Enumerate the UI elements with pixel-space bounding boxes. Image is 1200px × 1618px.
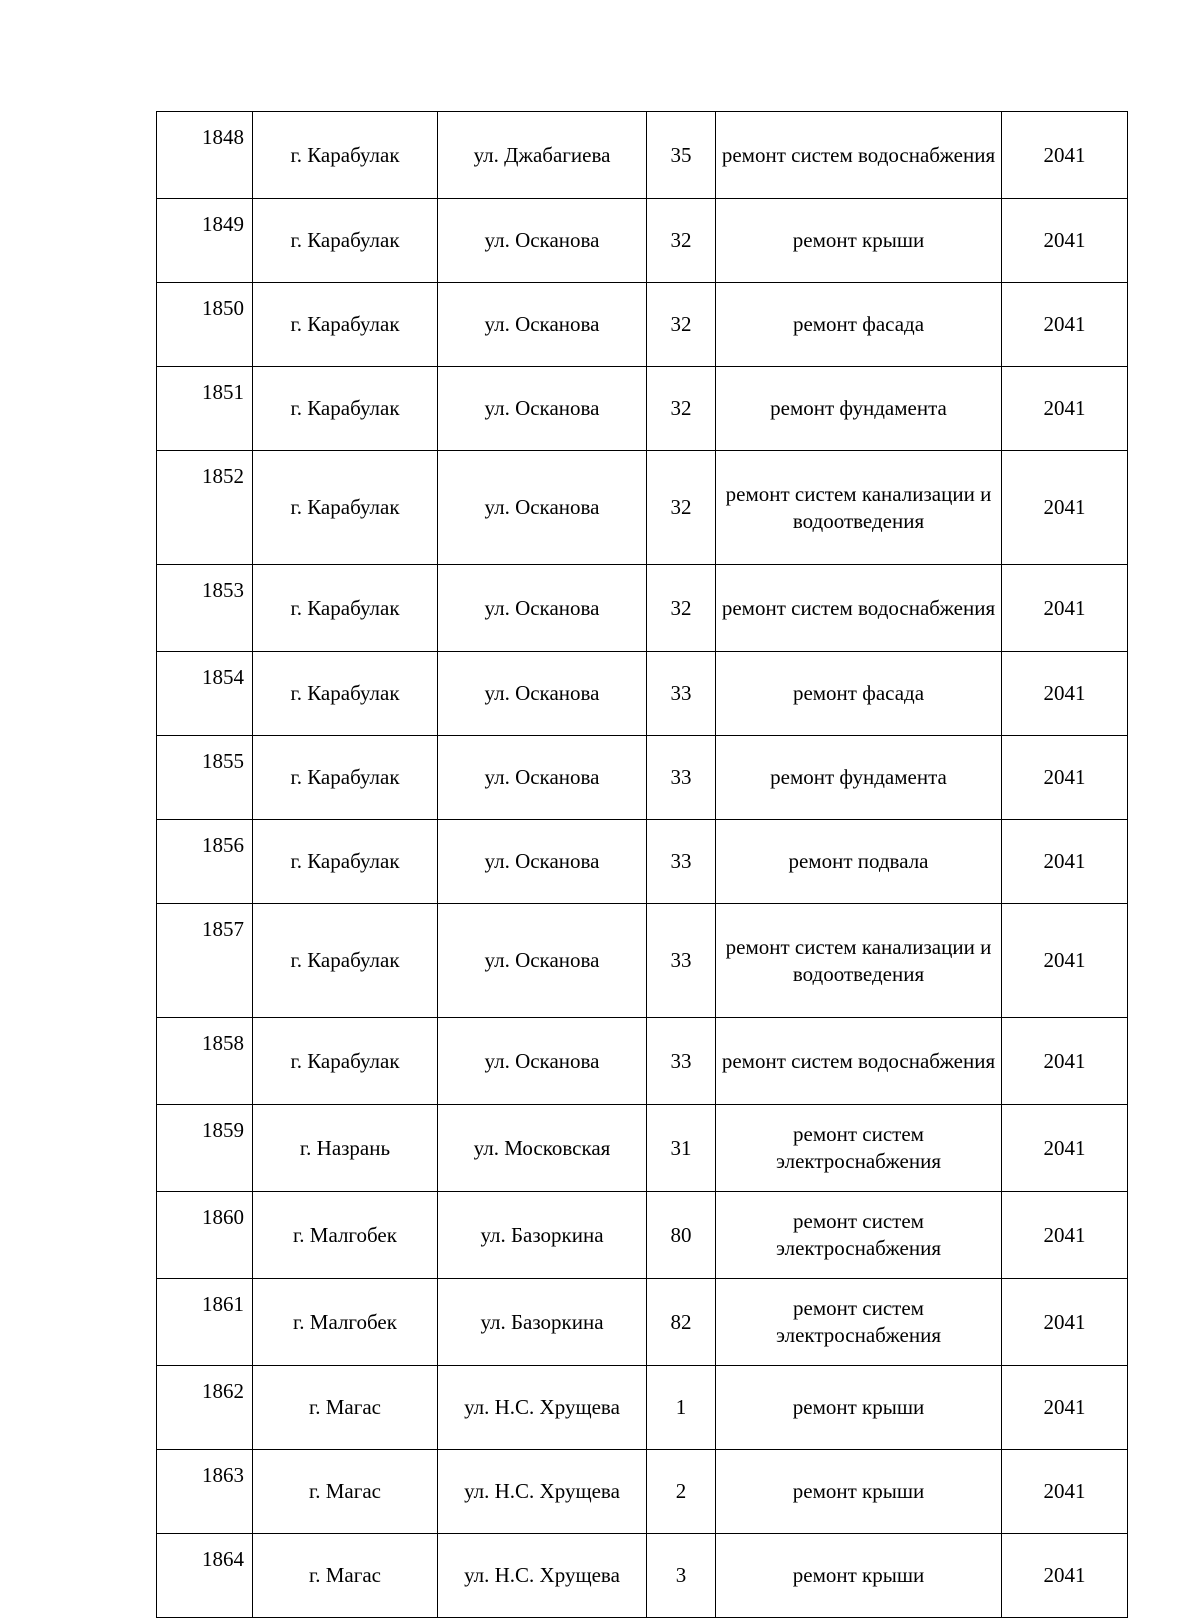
- year-cell: 2041: [1002, 1192, 1128, 1279]
- house-number-cell: 32: [647, 565, 716, 652]
- row-number-cell: 1859: [157, 1105, 253, 1192]
- work-type-cell: ремонт систем водоснабжения: [716, 112, 1002, 199]
- row-number-cell: 1857: [157, 904, 253, 1018]
- table-row: [157, 1105, 1128, 1192]
- street-cell: ул. Осканова: [438, 652, 647, 736]
- table-row: [157, 1366, 1128, 1450]
- year-cell: 2041: [1002, 1279, 1128, 1366]
- row-number-cell: 1850: [157, 283, 253, 367]
- work-type-cell: ремонт фасада: [716, 652, 1002, 736]
- row-number-cell: 1851: [157, 367, 253, 451]
- street-cell: ул. Осканова: [438, 736, 647, 820]
- year-cell: 2041: [1002, 283, 1128, 367]
- house-number-cell: 80: [647, 1192, 716, 1279]
- row-number-cell: 1862: [157, 1366, 253, 1450]
- house-number-cell: 33: [647, 652, 716, 736]
- row-number-cell: 1848: [157, 112, 253, 199]
- row-number-cell: 1853: [157, 565, 253, 652]
- year-cell: 2041: [1002, 451, 1128, 565]
- house-number-cell: 35: [647, 112, 716, 199]
- house-number-cell: 3: [647, 1534, 716, 1618]
- table-row: [157, 1192, 1128, 1279]
- row-number-cell: 1852: [157, 451, 253, 565]
- year-cell: 2041: [1002, 1534, 1128, 1618]
- year-cell: 2041: [1002, 904, 1128, 1018]
- city-cell: г. Назрань: [253, 1105, 438, 1192]
- house-number-cell: 33: [647, 1018, 716, 1105]
- work-type-cell: ремонт фасада: [716, 283, 1002, 367]
- street-cell: ул. Московская: [438, 1105, 647, 1192]
- year-cell: 2041: [1002, 367, 1128, 451]
- work-type-cell: ремонт крыши: [716, 1366, 1002, 1450]
- table-row: [157, 451, 1128, 565]
- city-cell: г. Карабулак: [253, 652, 438, 736]
- city-cell: г. Карабулак: [253, 451, 438, 565]
- table-row: [157, 820, 1128, 904]
- street-cell: ул. Осканова: [438, 199, 647, 283]
- street-cell: ул. Осканова: [438, 565, 647, 652]
- city-cell: г. Карабулак: [253, 367, 438, 451]
- table-row: [157, 283, 1128, 367]
- street-cell: ул. Н.С. Хрущева: [438, 1534, 647, 1618]
- city-cell: г. Карабулак: [253, 199, 438, 283]
- street-cell: ул. Джабагиева: [438, 112, 647, 199]
- table-row: [157, 112, 1128, 199]
- row-number-cell: 1855: [157, 736, 253, 820]
- city-cell: г. Малгобек: [253, 1192, 438, 1279]
- city-cell: г. Карабулак: [253, 820, 438, 904]
- city-cell: г. Карабулак: [253, 1018, 438, 1105]
- street-cell: ул. Базоркина: [438, 1192, 647, 1279]
- table-row: [157, 565, 1128, 652]
- year-cell: 2041: [1002, 1018, 1128, 1105]
- row-number-cell: 1863: [157, 1450, 253, 1534]
- work-type-cell: ремонт систем электроснабжения: [716, 1279, 1002, 1366]
- city-cell: г. Карабулак: [253, 565, 438, 652]
- house-number-cell: 32: [647, 283, 716, 367]
- street-cell: ул. Осканова: [438, 820, 647, 904]
- year-cell: 2041: [1002, 1105, 1128, 1192]
- year-cell: 2041: [1002, 652, 1128, 736]
- city-cell: г. Карабулак: [253, 283, 438, 367]
- work-type-cell: ремонт фундамента: [716, 736, 1002, 820]
- house-number-cell: 31: [647, 1105, 716, 1192]
- table-row: [157, 1450, 1128, 1534]
- city-cell: г. Карабулак: [253, 736, 438, 820]
- row-number-cell: 1856: [157, 820, 253, 904]
- city-cell: г. Магас: [253, 1366, 438, 1450]
- house-number-cell: 1: [647, 1366, 716, 1450]
- work-type-cell: ремонт систем водоснабжения: [716, 1018, 1002, 1105]
- row-number-cell: 1849: [157, 199, 253, 283]
- year-cell: 2041: [1002, 1366, 1128, 1450]
- city-cell: г. Карабулак: [253, 112, 438, 199]
- city-cell: г. Магас: [253, 1534, 438, 1618]
- city-cell: г. Малгобек: [253, 1279, 438, 1366]
- row-number-cell: 1858: [157, 1018, 253, 1105]
- work-type-cell: ремонт систем водоснабжения: [716, 565, 1002, 652]
- work-type-cell: ремонт систем электроснабжения: [716, 1105, 1002, 1192]
- house-number-cell: 33: [647, 904, 716, 1018]
- table-row: [157, 736, 1128, 820]
- street-cell: ул. Осканова: [438, 367, 647, 451]
- year-cell: 2041: [1002, 112, 1128, 199]
- repair-schedule-table: [156, 111, 1128, 1618]
- row-number-cell: 1861: [157, 1279, 253, 1366]
- work-type-cell: ремонт крыши: [716, 1534, 1002, 1618]
- street-cell: ул. Н.С. Хрущева: [438, 1450, 647, 1534]
- house-number-cell: 33: [647, 820, 716, 904]
- work-type-cell: ремонт крыши: [716, 1450, 1002, 1534]
- house-number-cell: 33: [647, 736, 716, 820]
- table-row: [157, 199, 1128, 283]
- street-cell: ул. Осканова: [438, 1018, 647, 1105]
- table-row: [157, 1534, 1128, 1618]
- work-type-cell: ремонт систем электроснабжения: [716, 1192, 1002, 1279]
- house-number-cell: 82: [647, 1279, 716, 1366]
- row-number-cell: 1854: [157, 652, 253, 736]
- street-cell: ул. Осканова: [438, 904, 647, 1018]
- city-cell: г. Карабулак: [253, 904, 438, 1018]
- house-number-cell: 32: [647, 199, 716, 283]
- year-cell: 2041: [1002, 565, 1128, 652]
- table-row: [157, 1279, 1128, 1366]
- year-cell: 2041: [1002, 1450, 1128, 1534]
- house-number-cell: 32: [647, 451, 716, 565]
- street-cell: ул. Н.С. Хрущева: [438, 1366, 647, 1450]
- year-cell: 2041: [1002, 736, 1128, 820]
- table-body: [157, 112, 1128, 1618]
- city-cell: г. Магас: [253, 1450, 438, 1534]
- work-type-cell: ремонт систем канализации и водоотведения: [716, 451, 1002, 565]
- work-type-cell: ремонт фундамента: [716, 367, 1002, 451]
- row-number-cell: 1860: [157, 1192, 253, 1279]
- year-cell: 2041: [1002, 820, 1128, 904]
- table-row: [157, 367, 1128, 451]
- table-row: [157, 904, 1128, 1018]
- work-type-cell: ремонт крыши: [716, 199, 1002, 283]
- work-type-cell: ремонт подвала: [716, 820, 1002, 904]
- street-cell: ул. Осканова: [438, 451, 647, 565]
- table-row: [157, 1018, 1128, 1105]
- house-number-cell: 2: [647, 1450, 716, 1534]
- street-cell: ул. Базоркина: [438, 1279, 647, 1366]
- street-cell: ул. Осканова: [438, 283, 647, 367]
- row-number-cell: 1864: [157, 1534, 253, 1618]
- house-number-cell: 32: [647, 367, 716, 451]
- work-type-cell: ремонт систем канализации и водоотведения: [716, 904, 1002, 1018]
- table-row: [157, 652, 1128, 736]
- year-cell: 2041: [1002, 199, 1128, 283]
